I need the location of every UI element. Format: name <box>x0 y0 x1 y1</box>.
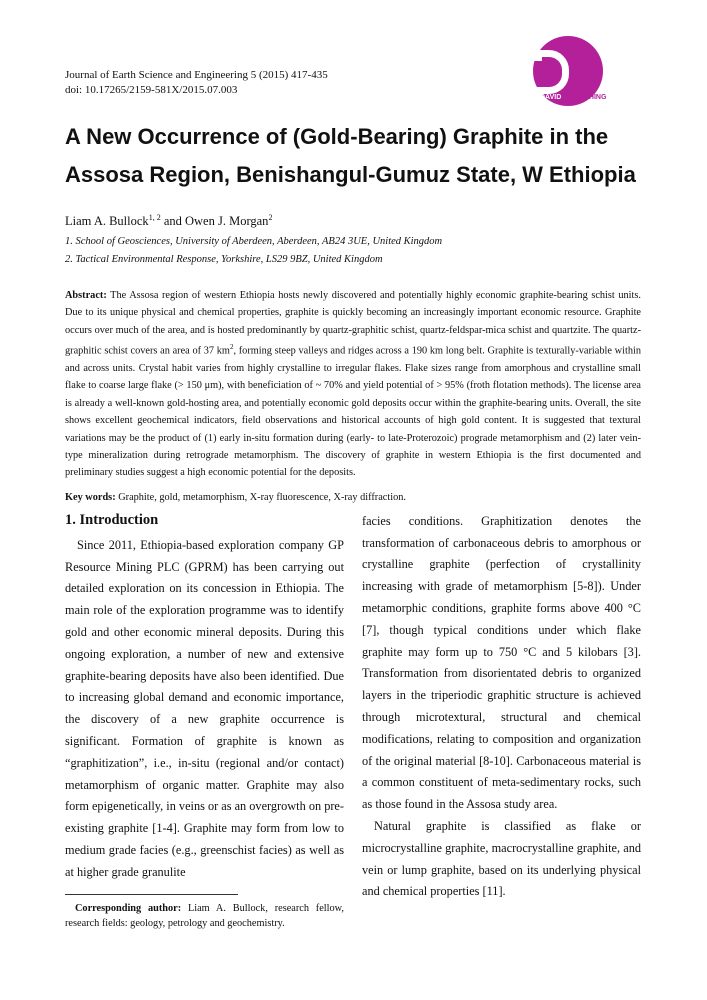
journal-header <box>65 68 328 98</box>
affiliation-1: 1. School of Geosciences, University of Aberdeen, Aberdeen, AB24 3UE, United Kingdom <box>65 236 443 247</box>
author-2-affil: 2 <box>268 213 273 222</box>
affiliation-2: 2. Tactical Environmental Response, Yorkshire, LS29 9BZ, United Kingdom <box>65 254 383 265</box>
paragraph: facies conditions. Graphitization denotes the transformation of carbonaceous debris to amorphous or crystalline graphite (perfection of crystallinity increasing with grade of metamorphism [5-8]). Under metamorphic conditions, graphite forms above 400 °C [7], though typical conditions under which flake graphite may form up to 750 °C and 5 kilobars [3]. Transformation from disorientated debris to organized layers in the triperiodic graphitic structure is achieved through microtextural, structural and chemical modifications, relating to composition and organization of the original material [8-10]. Carbonaceous material is a common constituent of meta-sedimentary rocks, such as those found in the Assosa study area. <box>362 513 641 812</box>
right-column <box>362 511 641 932</box>
journal-citation: Journal of Earth Science and Engineering 5 (2015) 417-435 <box>65 69 328 81</box>
abstract <box>65 287 641 482</box>
author-1: Liam A. Bullock <box>65 214 149 229</box>
body-flow <box>65 287 641 932</box>
abstract-sup: 2 <box>229 343 234 352</box>
footnote-divider <box>65 894 238 895</box>
authors <box>65 213 272 229</box>
paragraph: Natural graphite is classified as flake or microcrystalline graphite, macrocrystalline graphite, and vein or lump graphite, based on its underlying physical and chemical properties [11]. <box>362 819 641 899</box>
logo-text: DAVID PUBLISHING <box>540 94 607 101</box>
paper-title: A New Occurrence of (Gold-Bearing) Graphite in the Assosa Region, Benishangul-Gumuz State, W Ethiopia <box>65 124 636 187</box>
abstract-text-2: , forming steep valleys and ridges across a 190 km long belt. Graphite is texturally-variable within and across units. Crystal habit varies from highly crystalline to irregular flakes. Flake sizes range from amorphous and crystalline small flake to coarse large flake (> 150 μm), with beneficiation of ~ 70% and yield potential of > 95% (froth flotation methods). The license area is already a well-known gold-hosting area, and potentially economic gold deposits occur within the graphite-bearing units. Overall, the site shows excellent geochemical indicators, field observations and historical accounts of high gold content. It is suggested that textural variations may be the product of (1) early in-situ formation during (early- to late-Proterozoic) prograde metamorphism and (2) later vein-type mineralization during retrograde metamorphism. The discovery of graphite in western Ethiopia is the first documented and preliminary studies suggest a high economic potential for the deposits. <box>65 345 641 479</box>
left-column <box>65 511 344 932</box>
keywords-label: Key words: <box>65 491 116 503</box>
abstract-text: The Assosa region of western Ethiopia hosts newly discovered and potentially highly economic graphite-bearing schist units. Due to its unique physical and chemical properties, graphite is quickly becoming an increasingly important economic resource. Graphite occurs over much of the area, and is hosted predominantly by quartz-graphitic schist, quartz-feldspar-mica schist and quartzite. The quartz-graphitic schist covers an area of 37 km <box>65 290 641 357</box>
footnote-label: Corresponding author: <box>75 902 182 914</box>
footnote <box>65 901 344 932</box>
author-2: and Owen J. Morgan <box>160 214 269 229</box>
keywords-text: Graphite, gold, metamorphism, X-ray fluorescence, X-ray diffraction. <box>115 491 406 503</box>
author-1-affil: 1, 2 <box>148 213 161 222</box>
section-heading: 1. Introduction <box>65 511 159 528</box>
intro-paragraph: Since 2011, Ethiopia-based exploration company GP Resource Mining PLC (GPRM) has been carrying out detailed exploration on its concession in Ethiopia. The main role of the exploration programme was to identify gold and other economic mineral deposits. During this ongoing exploration, a number of new and extensive graphite-bearing deposits have also been identified. Due to increasing global demand and economic importance, the discovery of a new graphite occurrence is significant. Formation of graphite is known as “graphitization”, i.e., in-situ (regional and/or contact) metamorphism of organic matter. Graphite may also form epigenetically, in veins or as an overgrowth on pre-existing graphite [1-4]. Graphite may form from low to medium grade facies (e.g., greenschist facies) as well as at higher grade granulite <box>65 537 344 879</box>
doi: doi: 10.17265/2159-581X/2015.07.003 <box>65 84 238 96</box>
publisher-logo <box>528 36 640 108</box>
two-columns <box>65 511 641 932</box>
abstract-label: Abstract: <box>65 290 107 301</box>
footnote-text: Liam A. Bullock, research fellow, research fields: geology, petrology and geochemistry. <box>65 902 344 930</box>
keywords <box>65 490 641 505</box>
logo-d-bar <box>528 54 542 61</box>
